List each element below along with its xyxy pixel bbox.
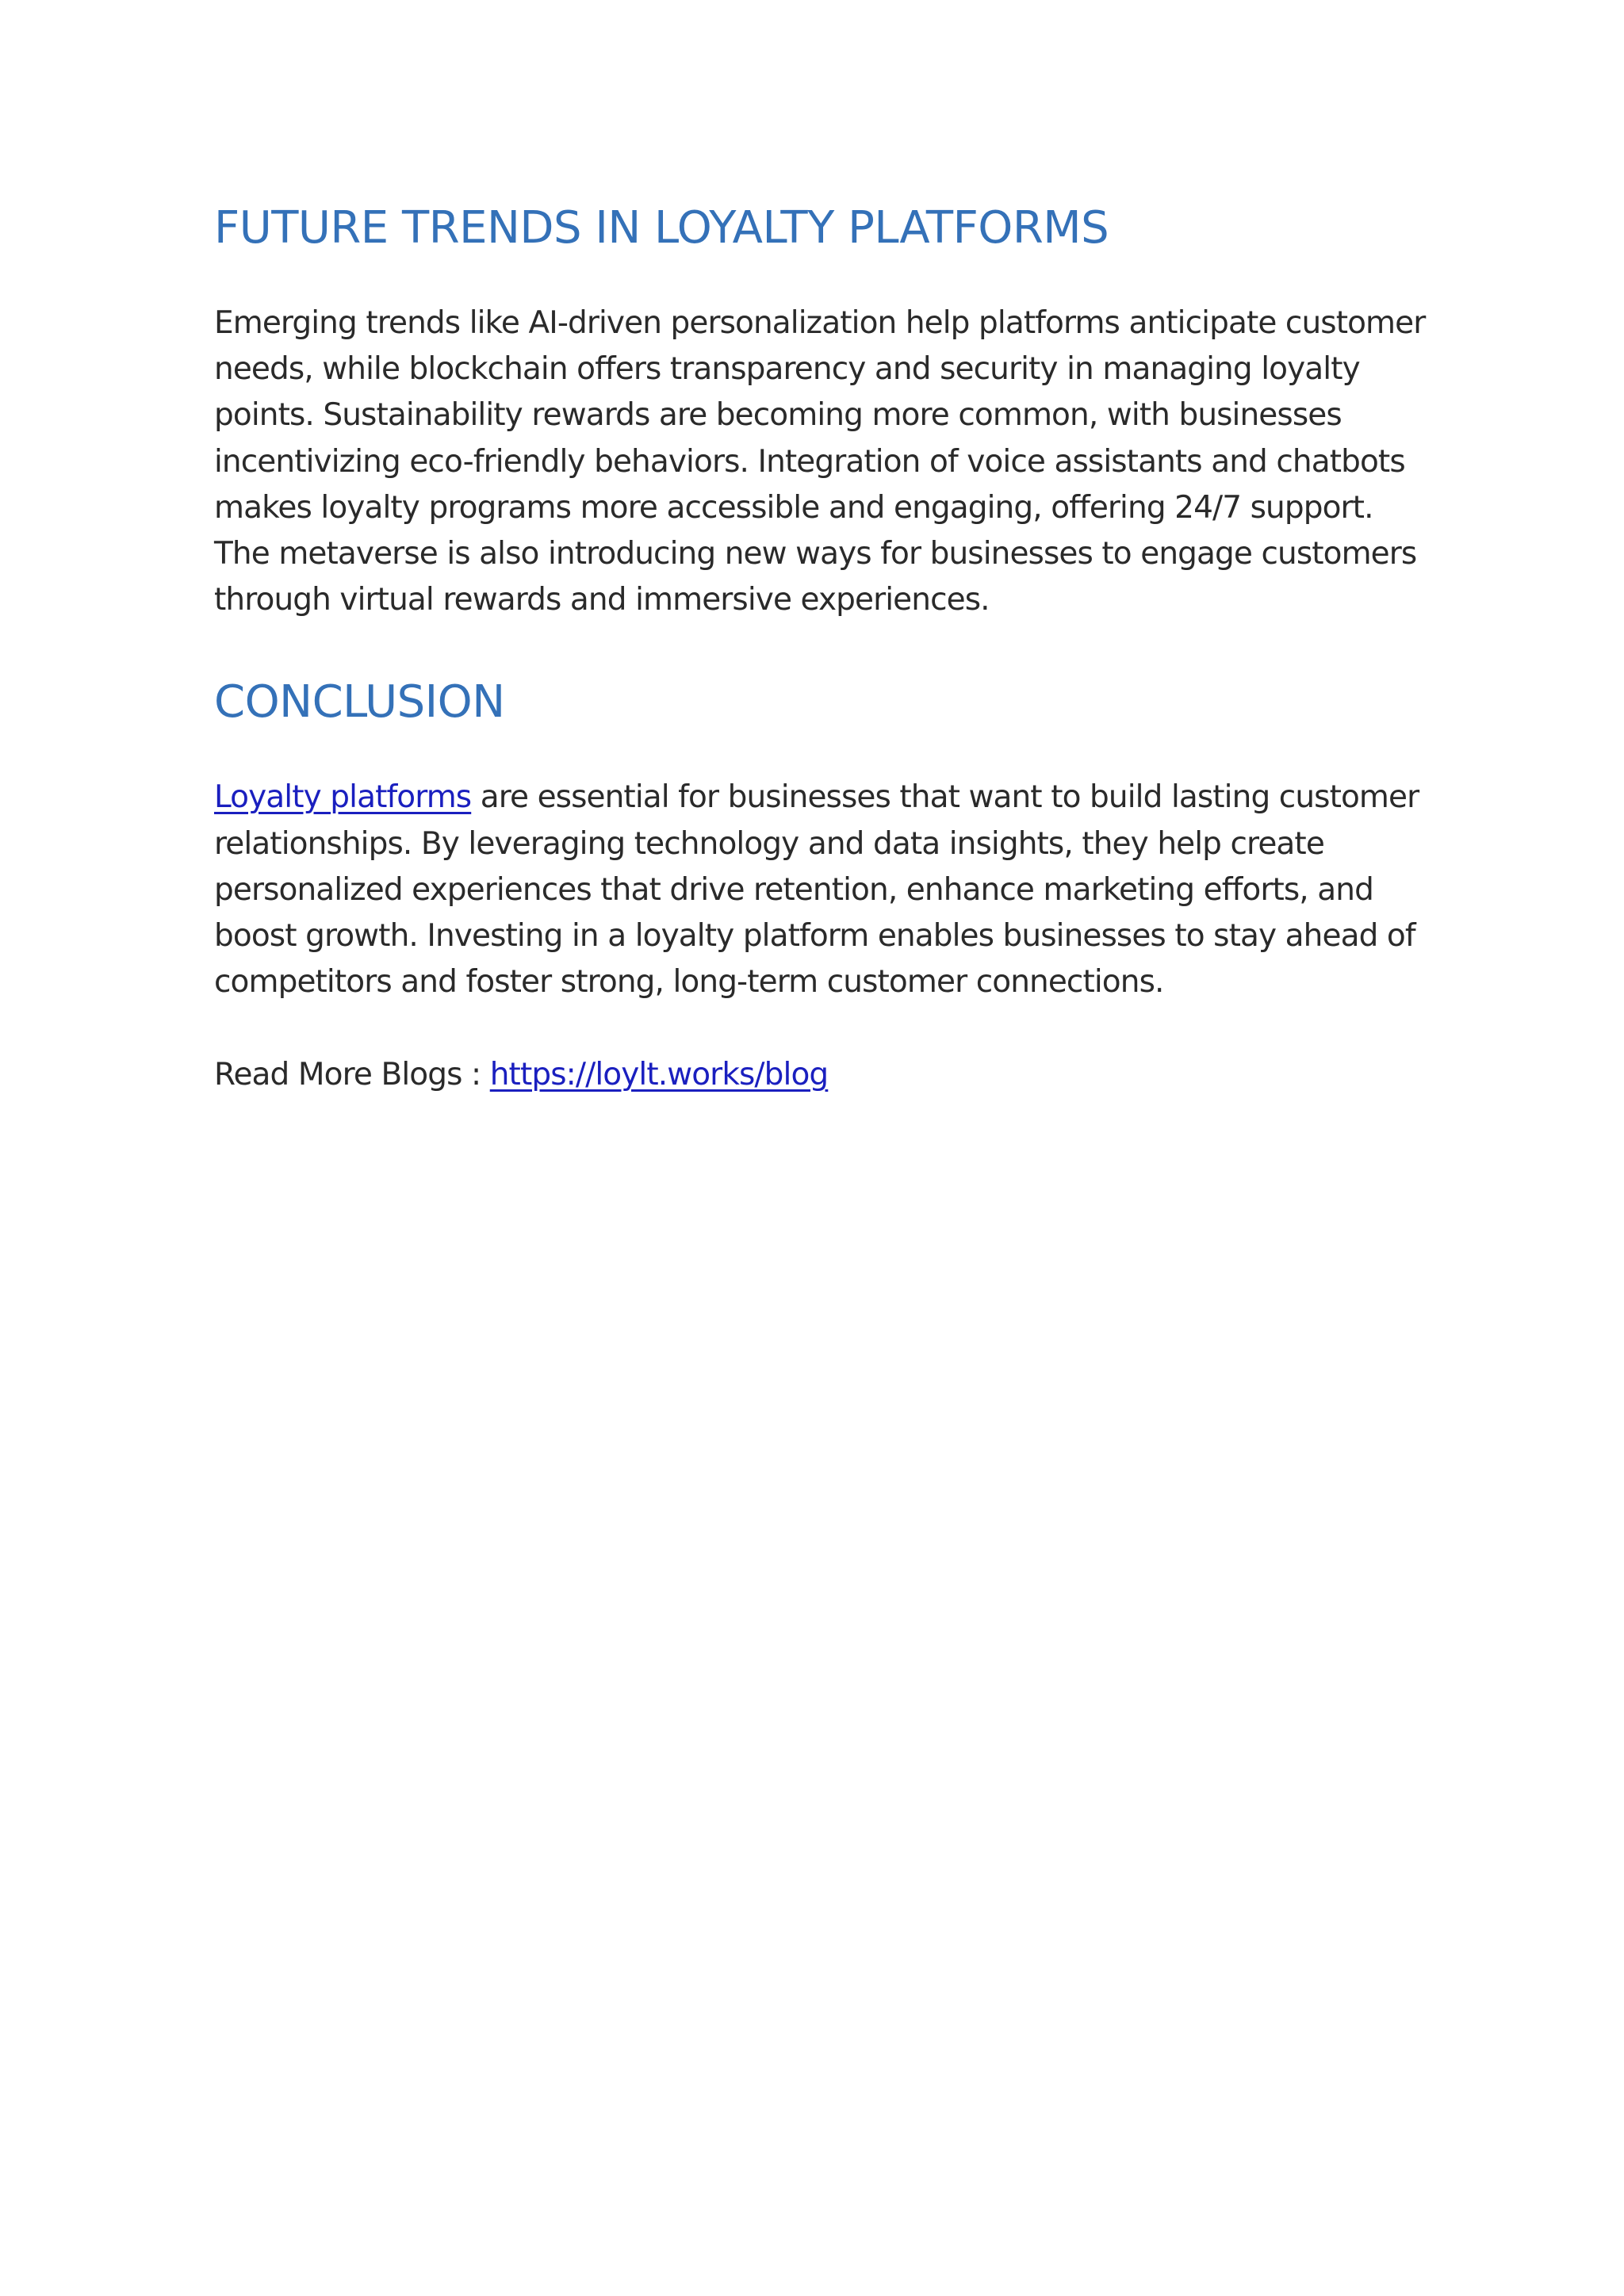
read-more-label: Read More Blogs : (214, 1057, 490, 1093)
document-page (214, 198, 1435, 1099)
section-heading-conclusion: CONCLUSION (214, 676, 505, 729)
blog-url-link[interactable]: https://loylt.works/blog (489, 1057, 829, 1093)
conclusion-paragraph (214, 775, 1435, 1005)
future-trends-paragraph: Emerging trends like AI-driven personalization help platforms anticipate customer needs, while blockchain offers transparency and security in managing loyalty points. Sustainability rewards are becoming more common, with businesses incentivizing eco-friendly behaviors. Integration of voice assistants and chatbots makes loyalty programs more accessible and engaging, offering 24/7 support. The metaverse is also introducing new ways for businesses to engage customers through virtual rewards and immersive experiences. (214, 305, 1426, 618)
read-more-line (214, 1052, 1435, 1098)
section-heading-future-trends: FUTURE TRENDS IN LOYALTY PLATFORMS (214, 202, 1109, 254)
conclusion-body-text: are essential for businesses that want to build lasting customer relationships. By leveraging technology and data insights, they help create personalized experiences that drive retention, enhance marketing efforts, and boost growth. Investing in a loyalty platform enables businesses to stay ahead of competitors and foster strong, long-term customer connections. (214, 779, 1419, 1001)
loyalty-platforms-link[interactable]: Loyalty platforms (214, 779, 472, 816)
